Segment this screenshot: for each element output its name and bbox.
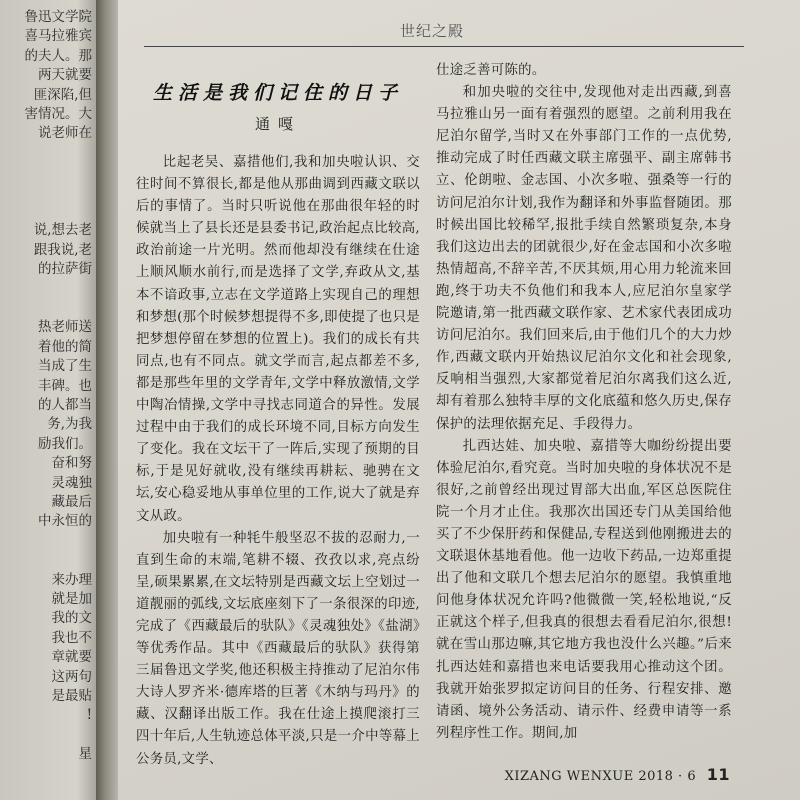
facing-page-line: 的人都当 <box>38 397 92 413</box>
facing-page-line: 励我们。 <box>38 435 92 452</box>
journal-name: XIZANG WENXUE 2018 · 6 <box>504 769 697 784</box>
facing-page-line: 来办理 <box>51 571 92 588</box>
paragraph: 加央啦有一种牦牛般坚忍不拔的忍耐力,一直到生命的末端,笔耕不辍、孜孜以求,亮点纷呈,硕果累累,在文坛特别是西藏文坛上空划过一道靓丽的弧线,文坛底座刻下了一条很深的印迹,完成了《西藏最后的驮队》《灵魂独处》《盐湖》等优秀作品。其中《西藏最后的驮队》获得第三届鲁迅文学奖,他还积极主持推动了尼泊尔伟大诗人罗齐米·德库塔的巨著《木纳与玛丹》的藏、汉翻译出版工作。我在仕途上摸爬滚打三四十年后,人生轨迹总体平淡,只是一介中等幕上公务员,文学、 <box>136 530 420 767</box>
paragraph: 扎西达娃、加央啦、嘉措等大咖纷纷提出要体验尼泊尔,看究竟。当时加央啦的身体状况不是很好,之前曾经出现过胃部大出血,军区总医院住院一个月才止住。我那次出国还专门从美国给他买了不少保肝药和保健品,专程送到他刚搬进去的文联退休基地看他。他一边收下药品,一边郑重提出了他和文联几个想去尼泊尔的愿望。我慎重地问他身体状况允许吗?他微微一笑,轻松地说,“反正就这个样子,但我真的很想去看看尼泊尔,很想!就在雪山那边嘛,其它地方我也没什么兴趣。”后来扎西达娃和嘉措也来电话要我用心推动这个团。我就开始张罗拟定访问目的任务、行程安排、邀请函、境外公务活动、请示件、经费申请等一系列程序性工作。期间,加 <box>436 438 732 741</box>
article-author: 通嘎 <box>254 115 301 133</box>
facing-page-line: 中永恒的 <box>38 513 92 530</box>
right-text-column <box>436 60 732 745</box>
magazine-page <box>118 0 800 800</box>
left-text-column <box>136 60 420 771</box>
facing-page-line: 的拉萨街 <box>38 261 92 278</box>
facing-page-line: 星 <box>78 746 92 763</box>
facing-page-line: 两天就要 <box>38 67 92 84</box>
article-title: 生活是我们记住的日子 <box>152 82 403 104</box>
facing-page-line: 丰碑。也 <box>38 377 92 394</box>
facing-page-line: 灵魂独 <box>51 474 92 491</box>
section-header-title: 世纪之殿 <box>400 22 465 40</box>
facing-page-line: 藏最后 <box>51 494 92 510</box>
facing-page-edge <box>0 0 96 800</box>
facing-page-line: 热老师送 <box>38 319 92 336</box>
header-rule <box>144 46 744 47</box>
facing-page-line: 说老师在 <box>38 125 92 142</box>
facing-page-line: 是最贴 <box>51 688 92 704</box>
facing-page-line: 这两句 <box>51 668 92 685</box>
paragraph: 仕途乏善可陈的。 <box>436 63 546 78</box>
facing-page-line: 当成了生 <box>38 358 92 375</box>
facing-page-line: 我也不 <box>51 629 92 646</box>
facing-page-line: 务,为我 <box>47 416 92 433</box>
facing-page-line: 我的文 <box>51 610 92 627</box>
page-footer <box>505 765 730 784</box>
facing-page-line: 说,想去老 <box>33 222 92 239</box>
page-number: 11 <box>706 765 730 784</box>
facing-page-line: ! <box>86 707 92 724</box>
facing-page-line: 就是加 <box>51 591 92 607</box>
facing-page-line: 喜马拉雅宾 <box>24 28 92 45</box>
book-gutter <box>96 0 118 800</box>
facing-page-line: 奋和努 <box>51 455 92 472</box>
facing-page-line: 匪深陷,但 <box>33 86 92 103</box>
facing-page-line: 害情况。大 <box>24 106 92 122</box>
facing-page-line: 章就要 <box>51 649 92 666</box>
paragraph: 比起老吴、嘉措他们,我和加央啦认识、交往时间不算很长,都是他从那曲调到西藏文联以后的事情了。当时只听说他在那曲很年轻的时候就当上了县长还是县委书记,政治起点比较高,政治前途一片光明。然而他却没有继续在仕途上顺风顺水前行,而是选择了文学,弃政从文,基本不谙政事,立志在文学道路上实现自己的理想和梦想(那个时候梦想提得不多,即使提了也只是把梦想停留在梦想的位置上)。我们的成长有共同点,也有不同点。就文学而言,起点都差不多,都是那些年里的文学青年,文学中释放激情,文学中陶冶情操,文学中寻找志同道合的异性。发展过程中由于我们的成长环境不同,目标方向发生了变化。我在文坛干了一阵后,实现了预期的目标,于是见好就收,没有继续再耕耘、驰骋在文坛,安心稳妥地从事单位里的工作,说大了就是弃文从政。 <box>136 155 420 524</box>
paragraph: 和加央啦的交往中,发现他对走出西藏,到喜马拉雅山另一面有着强烈的愿望。之前利用我在尼泊尔留学,当时又在外事部门工作的一点优势,推动完成了时任西藏文联主席强平、副主席韩书立、伦朗啦、金志国、小次多啦、强桑等一行的访问尼泊尔计划,我作为翻译和外事监督随团。那时候出国比较稀罕,报批手续自然繁琐复杂,本身我们这边出去的团就很少,好在金志国和小次多啦热情超高,不辞辛苦,不厌其烦,用心用力轮流来回跑,终于功夫不负他们和我本人,应尼泊尔皇家学院邀请,第一批西藏文联作家、艺术家代表团成功访问尼泊尔。我们回来后,由于他们几个的大力炒作,西藏文联内开始热议尼泊尔文化和社会现象,反响相当强烈,大家都觉着尼泊尔离我们这么近,却有着那么独特丰厚的文化底蕴和悠久历史,保存保护的法理依据充足、手段得力。 <box>436 85 732 432</box>
facing-page-line: 着他的简 <box>38 338 92 355</box>
facing-page-line: 的夫人。那 <box>24 47 92 64</box>
facing-page-line: 鲁迅文学院 <box>24 9 92 25</box>
facing-page-line: 跟我说,老 <box>33 241 92 258</box>
